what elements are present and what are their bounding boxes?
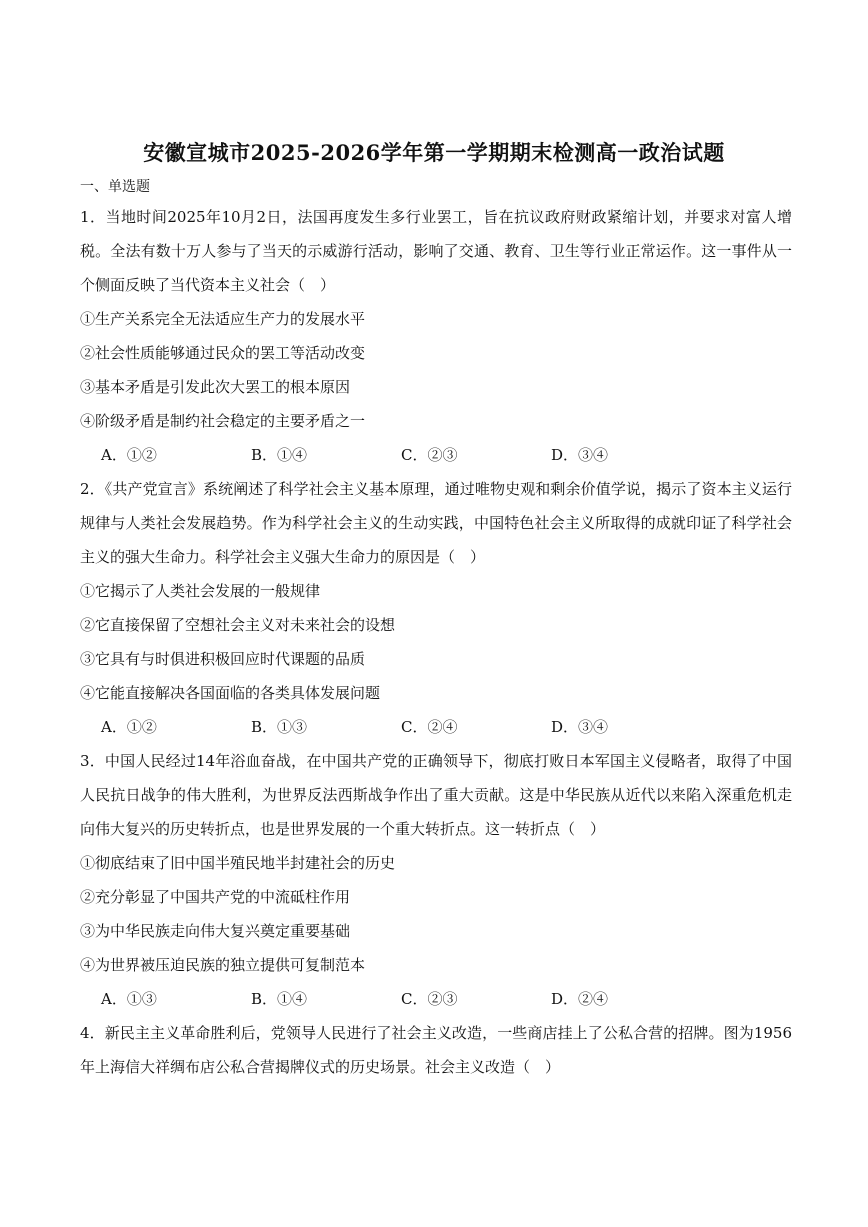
- question-stem: 1．当地时间2025年10月2日，法国再度发生多行业罢工，旨在抗议政府财政紧缩计划，并要求对富人增税。全法有数十万人参与了当天的示威游行活动，影响了交通、教育、卫生等行业正常运作。这一事件从一个侧面反映了当代资本主义社会（ ）: [80, 208, 792, 294]
- choice-c: C．②③: [401, 990, 458, 1008]
- question-4: [80, 1016, 792, 1084]
- choice-b: B．①④: [251, 990, 308, 1008]
- choice-b: B．①③: [251, 718, 308, 736]
- statement-option: ③它具有与时俱进积极回应时代课题的品质: [80, 650, 366, 668]
- question-list: [80, 200, 792, 1084]
- choice-c: C．②④: [401, 718, 458, 736]
- statement-option: ③为中华民族走向伟大复兴奠定重要基础: [80, 922, 351, 940]
- question-stem: 3．中国人民经过14年浴血奋战，在中国共产党的正确领导下，彻底打败日本军国主义侵略者，取得了中国人民抗日战争的伟大胜利，为世界反法西斯战争作出了重大贡献。这是中华民族从近代以来陷入深重危机走向伟大复兴的历史转折点，也是世界发展的一个重大转折点。这一转折点（ ）: [80, 752, 792, 838]
- choice-a: A．①②: [101, 718, 157, 736]
- statement-option: ①彻底结束了旧中国半殖民地半封建社会的历史: [80, 854, 396, 872]
- section-heading: 一、单选题: [80, 179, 150, 195]
- statement-option: ①它揭示了人类社会发展的一般规律: [80, 582, 321, 600]
- answer-choices: [80, 438, 792, 472]
- statement-option: ②它直接保留了空想社会主义对未来社会的设想: [80, 616, 396, 634]
- question-2: [80, 472, 792, 744]
- statement-option: ④它能直接解决各国面临的各类具体发展问题: [80, 684, 381, 702]
- statement-option: ②社会性质能够通过民众的罢工等活动改变: [80, 344, 366, 362]
- statement-option: ③基本矛盾是引发此次大罢工的根本原因: [80, 378, 351, 396]
- choice-a: A．①③: [101, 990, 157, 1008]
- question-1: [80, 200, 792, 472]
- statement-option: ④为世界被压迫民族的独立提供可复制范本: [80, 956, 366, 974]
- statement-option: ②充分彰显了中国共产党的中流砥柱作用: [80, 888, 351, 906]
- question-stem: 2．《共产党宣言》系统阐述了科学社会主义基本原理，通过唯物史观和剩余价值学说，揭示了资本主义运行规律与人类社会发展趋势。作为科学社会主义的生动实践，中国特色社会主义所取得的成就印证了科学社会主义的强大生命力。科学社会主义强大生命力的原因是（ ）: [80, 480, 792, 566]
- answer-choices: [80, 982, 792, 1016]
- page-title: 安徽宣城市2025-2026学年第一学期期末检测高一政治试题: [143, 140, 725, 165]
- choice-d: D．③④: [551, 446, 609, 464]
- statement-option: ④阶级矛盾是制约社会稳定的主要矛盾之一: [80, 412, 366, 430]
- question-3: [80, 744, 792, 1016]
- choice-a: A．①②: [101, 446, 157, 464]
- choice-b: B．①④: [251, 446, 308, 464]
- choice-d: D．③④: [551, 718, 609, 736]
- choice-d: D．②④: [551, 990, 609, 1008]
- choice-c: C．②③: [401, 446, 458, 464]
- statement-option: ①生产关系完全无法适应生产力的发展水平: [80, 310, 366, 328]
- question-stem: 4．新民主主义革命胜利后，党领导人民进行了社会主义改造，一些商店挂上了公私合营的招牌。图为1956年上海信大祥绸布店公私合营揭牌仪式的历史场景。社会主义改造（ ）: [80, 1024, 792, 1076]
- answer-choices: [80, 710, 792, 744]
